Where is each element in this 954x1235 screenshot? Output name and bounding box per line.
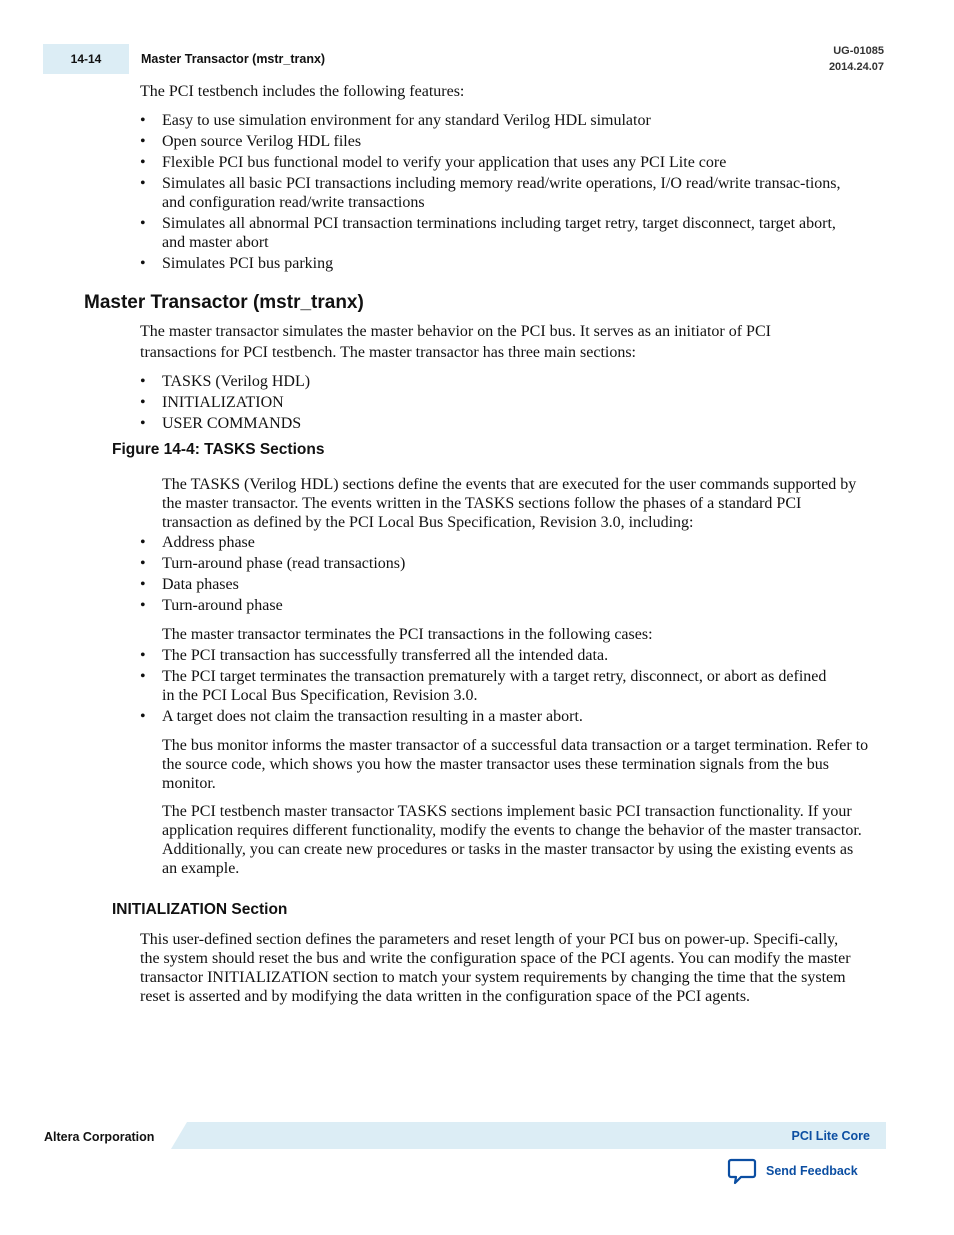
- section-heading: Master Transactor (mstr_tranx): [84, 292, 364, 313]
- doc-id: UG-01085: [833, 45, 884, 57]
- list-item: • Simulates PCI bus parking: [162, 254, 862, 273]
- product-link[interactable]: PCI Lite Core: [791, 1129, 870, 1143]
- intro-lead: The PCI testbench includes the following features:: [140, 83, 465, 100]
- send-feedback-label: Send Feedback: [766, 1164, 858, 1178]
- sections-list: [162, 372, 762, 435]
- list-item: • Turn-around phase (read transactions): [162, 554, 762, 573]
- list-item: • Turn-around phase: [162, 596, 762, 615]
- list-item: • TASKS (Verilog HDL): [162, 372, 762, 391]
- page-number: 14-14: [70, 52, 102, 66]
- master-paragraph: The master transactor simulates the master behavior on the PCI bus. It serves as an initiator of PCI transactions for PCI testbench. The master transactor has three main sections:: [140, 323, 771, 361]
- phases-list: [162, 533, 762, 617]
- figure-paragraph-2: The master transactor terminates the PCI transactions in the following cases:: [162, 626, 653, 643]
- list-item: • Simulates all abnormal PCI transaction terminations including target retry, target disconnect, target abort, and master abort: [162, 214, 862, 252]
- list-item: • Flexible PCI bus functional model to verify your application that uses any PCI Lite core: [162, 153, 862, 172]
- list-item: • The PCI transaction has successfully transferred all the intended data.: [162, 646, 842, 665]
- running-header-title: Master Transactor (mstr_tranx): [141, 52, 326, 66]
- figure-paragraph-1: The TASKS (Verilog HDL) sections define the events that are executed for the user commands supported by the master transactor. The events written in the TASKS sections follow the phases of a standard PCI transaction as defined by the PCI Local Bus Specification, Revision 3.0, including:: [162, 476, 857, 531]
- list-item: • Easy to use simulation environment for any standard Verilog HDL simulator: [162, 111, 862, 130]
- list-item: • USER COMMANDS: [162, 414, 762, 433]
- company-name: Altera Corporation: [44, 1130, 155, 1144]
- list-item: • INITIALIZATION: [162, 393, 762, 412]
- list-item: • Open source Verilog HDL files: [162, 132, 862, 151]
- init-paragraph: This user-defined section defines the parameters and reset length of your PCI bus on power-up. Specifi-cally, the system should reset the bus and write the configuration space of the PCI agents. You can modify the master transactor INITIALIZATION section to match your system requirements by changing the time that the system reset is asserted and by modifying the data written in the configuration space of the PCI agents.: [140, 931, 851, 1005]
- figure-paragraph-4: The PCI testbench master transactor TASKS sections implement basic PCI transaction functionality. If your application requires different functionality, modify the events to change the behavior of the master transactor. Additionally, you can create new procedures or tasks in the master transactor by using the existing events as an example.: [162, 803, 862, 877]
- doc-info: [829, 43, 884, 75]
- list-item: • The PCI target terminates the transaction prematurely with a target retry, disconnect, or abort as defined in the PCI Local Bus Specification, Revision 3.0.: [162, 667, 842, 705]
- footer-band-slant: [171, 1122, 187, 1149]
- page-number-tab: [43, 44, 129, 74]
- list-item: • A target does not claim the transaction resulting in a master abort.: [162, 707, 842, 726]
- doc-date: 2014.24.07: [828, 61, 884, 73]
- feature-list: [162, 111, 862, 275]
- figure-paragraph-3: The bus monitor informs the master transactor of a successful data transaction or a target termination. Refer to the source code, which shows you how the master transactor uses these termination signals from the bus monitor.: [162, 737, 869, 792]
- footer-band: [187, 1122, 886, 1149]
- speech-bubble-icon: [727, 1157, 757, 1185]
- list-item: • Address phase: [162, 533, 762, 552]
- cases-list: [162, 646, 842, 728]
- list-item: • Simulates all basic PCI transactions including memory read/write operations, I/O read/write transac-tions, and configuration read/write transactions: [162, 174, 862, 212]
- figure-caption: Figure 14-4: TASKS Sections: [112, 441, 325, 458]
- list-item: • Data phases: [162, 575, 762, 594]
- subsection-heading: INITIALIZATION Section: [112, 901, 288, 918]
- send-feedback-link[interactable]: [727, 1157, 858, 1185]
